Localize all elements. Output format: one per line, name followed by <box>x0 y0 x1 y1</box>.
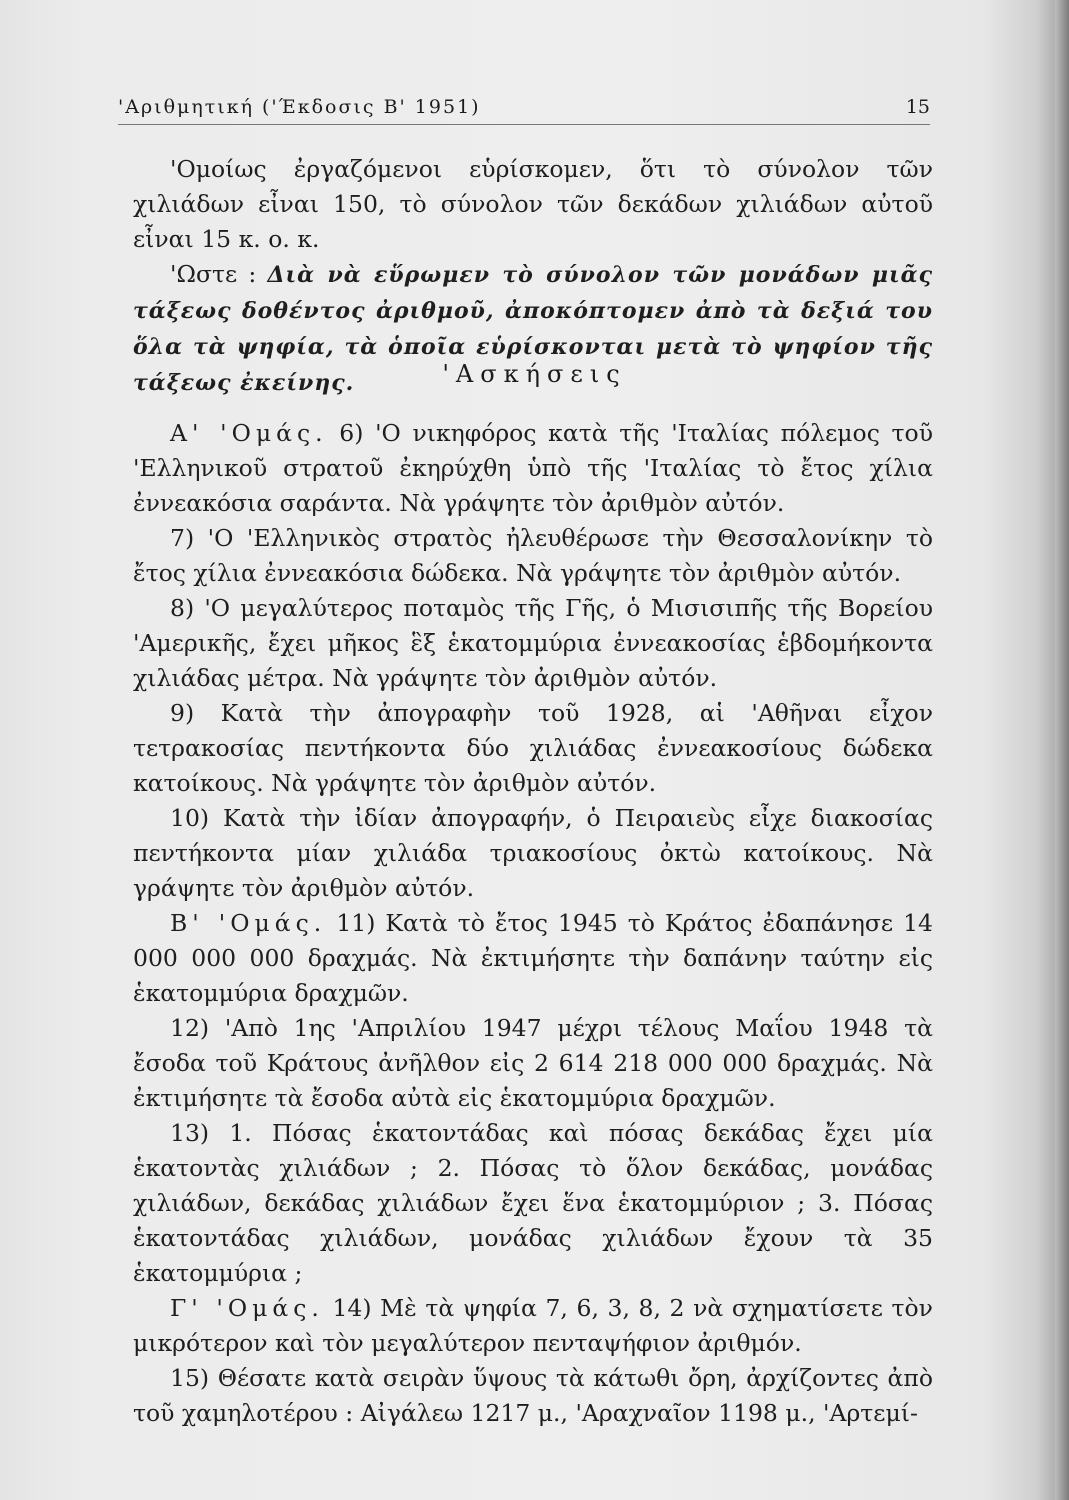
exercise-6-text: 6) 'Ο νικηφόρος κατὰ τῆς 'Ιταλίας πόλεμος τοῦ 'Ελληνικοῦ στρατοῦ ἐκηρύχθη ὑπὸ τῆς 'Ιταλίας τὸ ἔτος χίλια ἐννεακόσια σαράντα. Νὰ γράψητε τὸν ἀριθμὸν αὐτόν. <box>133 419 933 517</box>
running-header <box>118 96 930 125</box>
exercise-10: 10) Κατὰ τὴν ἰδίαν ἀπογραφήν, ὁ Πειραιεὺς εἶχε διακοσίας πεντήκοντα μίαν χιλιάδα τριακοσίους ὀκτὼ κατοίκους. Νὰ γράψητε τὸν ἀριθμὸν αὐτόν. <box>133 804 933 902</box>
exercise-8: 8) 'Ο μεγαλύτερος ποταμὸς τῆς Γῆς, ὁ Μισισιπῆς τῆς Βορείου 'Αμερικῆς, ἔχει μῆκος ἓξ ἑκατομμύρια ἐννεακοσίας ἑβδομήκοντα χιλιάδας μέτρα. Νὰ γράψητε τὸν ἀριθμὸν αὐτόν. <box>133 594 933 692</box>
exercise-11 <box>133 906 933 1011</box>
group-a-label: Α' 'Ομάς. <box>170 419 328 447</box>
page-number: 15 <box>905 96 930 118</box>
exercise-13: 13) 1. Πόσας ἑκατοντάδας καὶ πόσας δεκάδας ἔχει μία ἑκατοντὰς χιλιάδων ; 2. Πόσας τὸ ὅλον δεκάδας, μονάδας χιλιάδων, δεκάδας χιλιάδων ἔχει ἕνα ἑκατομμύριον ; 3. Πόσας ἑκατοντάδας χιλιάδων, μονάδας χιλιάδων ἔχουν τὰ 35 ἑκατομμύρια ; <box>133 1119 933 1287</box>
group-b-label: Β' 'Ομάς. <box>170 909 327 937</box>
exercise-7: 7) 'Ο 'Ελληνικὸς στρατὸς ἠλευθέρωσε τὴν Θεσσαλονίκην τὸ ἔτος χίλια ἐννεακόσια δώδεκα. Νὰ γράψητε τὸν ἀριθμὸν αὐτόν. <box>133 524 933 587</box>
header-title: 'Αριθμητική ('Έκδοσις Β' 1951) <box>118 96 481 118</box>
exercise-14-text: 14) Μὲ τὰ ψηφία 7, 6, 3, 8, 2 νὰ σχηματίσετε τὸν μικρότερον καὶ τὸν μεγαλύτερον πενταψήφιον ἀριθμόν. <box>133 1294 933 1357</box>
exercises-block <box>133 416 933 1431</box>
exercise-14 <box>133 1291 933 1361</box>
page-edge-shadow <box>1055 0 1069 1500</box>
rule-label: 'Ωστε : <box>170 260 257 288</box>
group-c-label: Γ' 'Ομάς. <box>170 1294 324 1322</box>
exercise-6 <box>133 416 933 521</box>
rule-text: Διὰ νὰ εὕρωμεν τὸ σύνολον τῶν μονάδων μιᾶς τάξεως δοθέντος ἀριθμοῦ, ἀποκόπτομεν ἀπὸ τὰ δεξιά του ὅλα τὰ ψηφία, τὰ ὁποῖα εὑρίσκονται μετὰ τὸ ψηφίον τῆς τάξεως ἐκείνης. <box>133 262 933 396</box>
exercise-12: 12) 'Απὸ 1ης 'Απριλίου 1947 μέχρι τέλους Μαΐου 1948 τὰ ἔσοδα τοῦ Κράτους ἀνῆλθον εἰς 2 614 218 000 000 δραχμάς. Νὰ ἐκτιμήσητε τὰ ἔσοδα αὐτὰ εἰς ἑκατομμύρια δραχμῶν. <box>133 1014 933 1112</box>
exercises-heading: 'Ασκήσεις <box>442 360 627 388</box>
intro-paragraph: 'Ομοίως ἐργαζόμενοι εὑρίσκομεν, ὅτι τὸ σύνολον τῶν χιλιάδων εἶναι 150, τὸ σύνολον τῶν δεκάδων χιλιάδων αὐτοῦ εἶναι 15 κ. ο. κ. <box>133 155 933 253</box>
exercise-15: 15) Θέσατε κατὰ σειρὰν ὕψους τὰ κάτωθι ὄρη, ἀρχίζοντες ἀπὸ τοῦ χαμηλοτέρου : Αἰγάλεω 1217 μ., 'Αραχναῖον 1198 μ., 'Αρτεμί- <box>133 1364 933 1427</box>
exercise-11-text: 11) Κατὰ τὸ ἔτος 1945 τὸ Κράτος ἐδαπάνησε 14 000 000 000 δραχμάς. Νὰ ἐκτιμήσητε τὴν δαπάνην ταύτην εἰς ἑκατομμύρια δραχμῶν. <box>133 909 933 1007</box>
exercise-9: 9) Κατὰ τὴν ἀπογραφὴν τοῦ 1928, αἱ 'Αθῆναι εἶχον τετρακοσίας πεντήκοντα δύο χιλιάδας ἐννεακοσίους δώδεκα κατοίκους. Νὰ γράψητε τὸν ἀριθμὸν αὐτόν. <box>133 699 933 797</box>
